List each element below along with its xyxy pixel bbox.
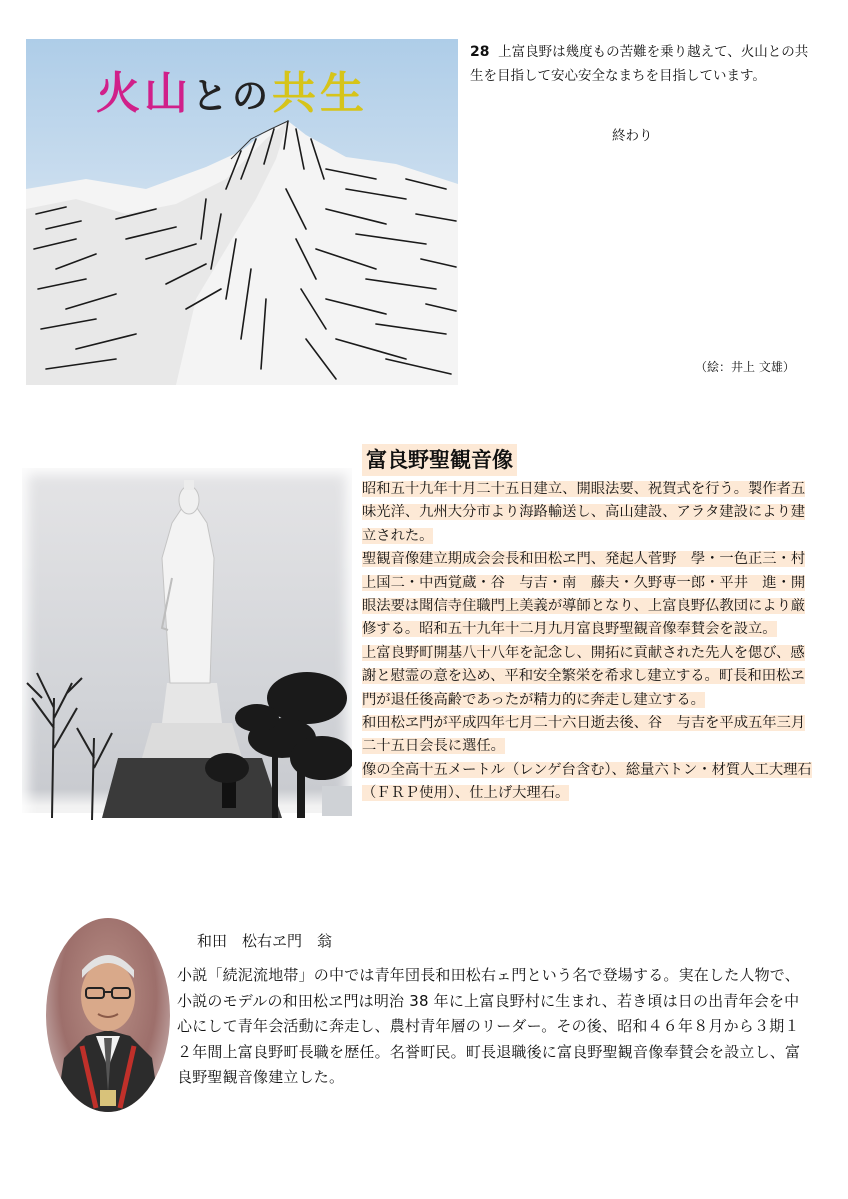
statue-paragraph-4-text: 和田松ヱ門が平成四年七月二十六日逝去後、谷 与吉を平成五年三月二十五日会長に選任。: [362, 715, 806, 755]
statue-paragraph-3-text: 上富良野町開基八十八年を記念し、開拓に貢献された先人を偲び、感謝と慰霊の意を込め、平和安全繁栄を希求し建立する。町長和田松ヱ門が退任後高齢であったが精力的に奔走し建立する。: [362, 644, 805, 708]
statue-paragraph-5-text: 像の全高十五メートル（レンゲ台含む）、総量六トン・材質人工大理石（ＦＲＰ使用）、仕上げ大理石。: [362, 761, 812, 802]
volcano-drawing: [26, 39, 458, 385]
statue-description: [362, 478, 816, 806]
statue-heading: 富良野聖観音像: [362, 444, 517, 476]
caption-number: 28: [470, 44, 490, 60]
drawing-title-part3: 共生: [272, 68, 369, 119]
caption-28: [470, 40, 815, 88]
drawing-title-part1: 火山: [96, 68, 192, 119]
drawing-title: [96, 57, 396, 121]
caption-text: 上富良野は幾度もの苦難を乗り越えて、火山との共生を目指して安心安全なまちを目指しています。: [470, 44, 809, 84]
statue-paragraph-5: [362, 759, 816, 806]
statue-paragraph-3: [362, 642, 816, 712]
statue-paragraph-2-text: 聖観音像建立期成会会長和田松ヱ門、発起人菅野 學・一色正三・村上国二・中西覚蔵・谷 与吉・南 藤夫・久野専一郎・平井 進・開眼法要は聞信寺住職門上美義が導師となり、上富良野仏教団により厳修する。昭和五十九年十二月九月富良野聖観音像奉賛会を設立。: [362, 551, 806, 638]
drawing-title-part2: との: [192, 75, 273, 117]
kannon-statue-illustration: [22, 468, 352, 880]
artist-credit: （絵：井上 文雄）: [695, 360, 795, 374]
statue-paragraph-1: [362, 478, 816, 548]
portrait-illustration: [46, 918, 170, 1112]
end-label: 終わり: [612, 128, 653, 144]
portrait-photo: [46, 918, 170, 1112]
bio-heading: 和田 松右ヱ門 翁: [197, 932, 333, 950]
statue-paragraph-4: [362, 712, 816, 759]
bio-text: 小説「続泥流地帯」の中では青年団長和田松右ェ門という名で登場する。実在した人物で、小説のモデルの和田松ヱ門は明治 38 年に上富良野村に生まれ、若き頃は日の出青年会を中心にして青年会活動に奔走し、農村青年層のリーダー。その後、昭和４６年８月から３期１２年間上富良野町長職を歴任。名誉町民。町長退職後に富良野聖観音像奉賛会を設立し、富良野聖観音像建立した。: [177, 966, 801, 1086]
statue-photo: [22, 468, 352, 880]
statue-paragraph-1-text: 昭和五十九年十月二十五日建立、開眼法要、祝賀式を行う。製作者五味光洋、九州大分市より海路輸送し、高山建設、アラタ建設により建立された。: [362, 481, 806, 544]
statue-paragraph-2: [362, 548, 816, 642]
